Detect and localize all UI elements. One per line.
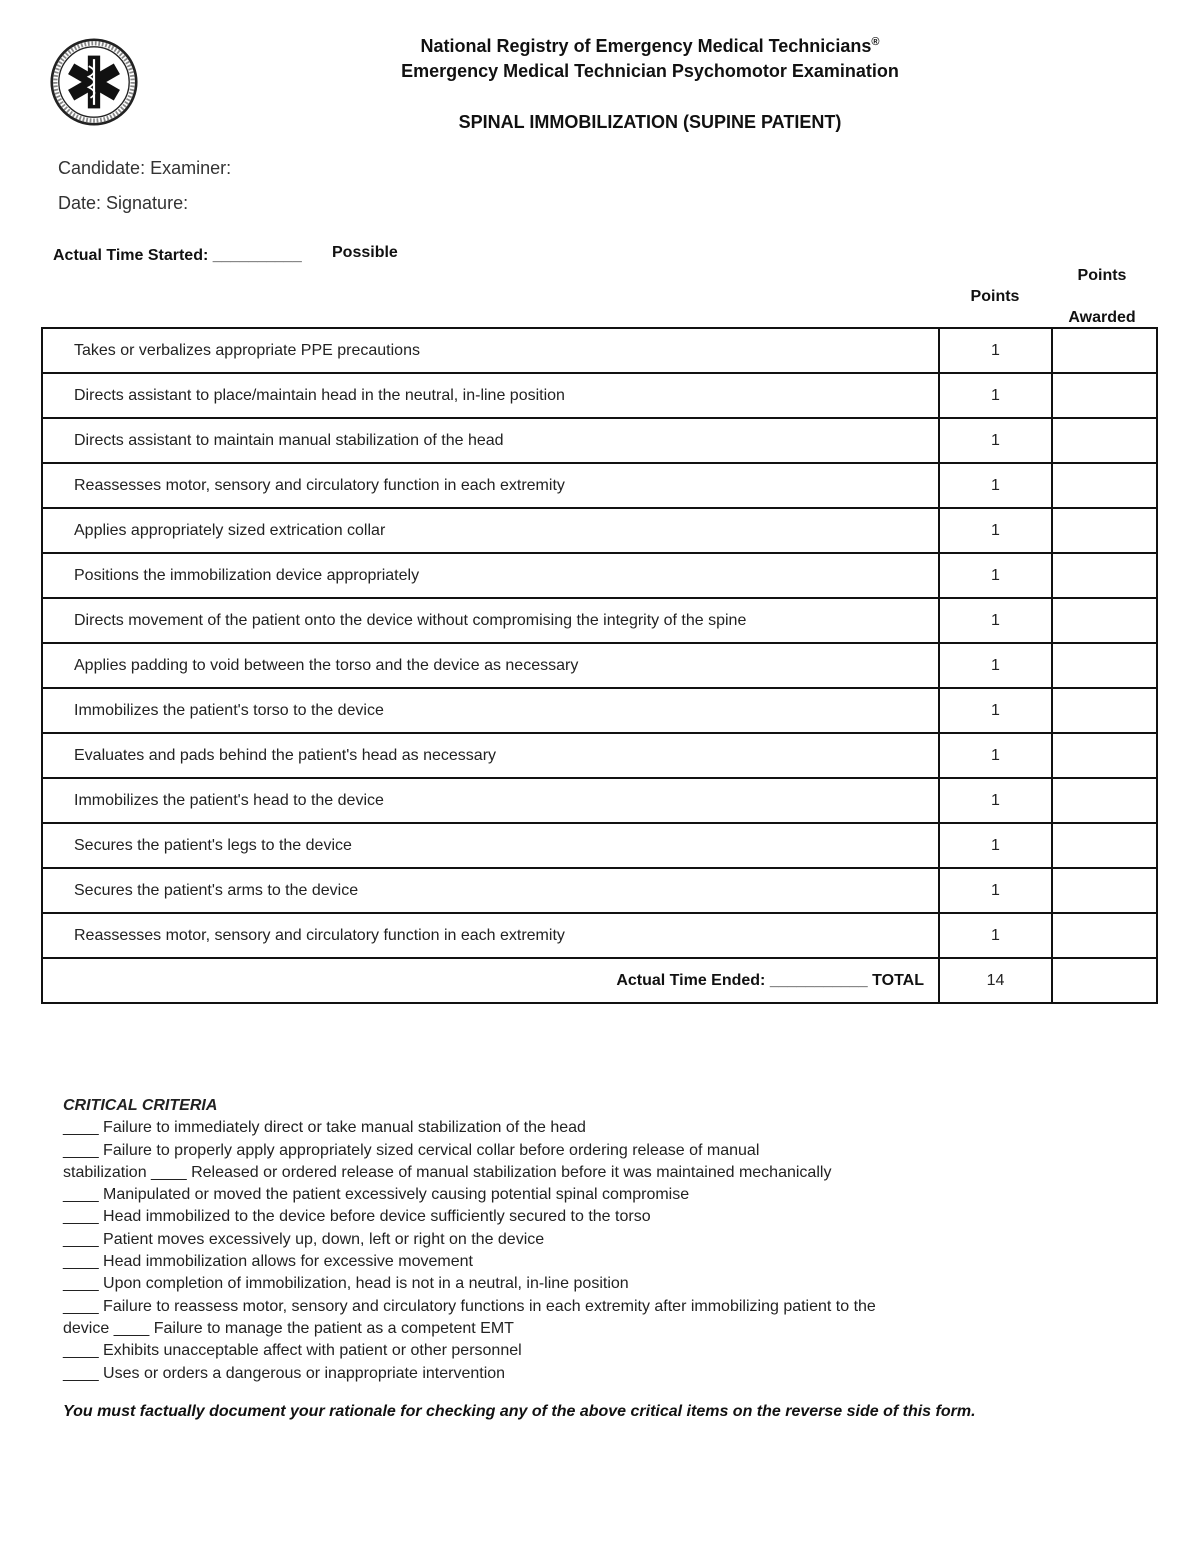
possible-points: 1 (939, 823, 1052, 868)
awarded-points-cell[interactable] (1052, 868, 1157, 913)
possible-points: 1 (939, 913, 1052, 958)
critical-item[interactable]: ____ Failure to reassess motor, sensory and circulatory functions in each extremity after immobilizing patient to the (63, 1297, 876, 1315)
possible-points: 1 (939, 328, 1052, 373)
awarded-points-cell[interactable] (1052, 373, 1157, 418)
step-text: Takes or verbalizes appropriate PPE precautions (42, 328, 939, 373)
table-row (42, 733, 1157, 778)
critical-item[interactable]: ____ Head immobilized to the device before device sufficiently secured to the torso (63, 1208, 651, 1226)
table-row (42, 373, 1157, 418)
critical-criteria-section (63, 1095, 1163, 1385)
critical-item[interactable]: ____ Failure to immediately direct or take manual stabilization of the head (63, 1119, 586, 1137)
step-text: Applies appropriately sized extrication collar (42, 508, 939, 553)
awarded-points-cell[interactable] (1052, 778, 1157, 823)
table-row (42, 688, 1157, 733)
awarded-points-cell[interactable] (1052, 418, 1157, 463)
step-text: Immobilizes the patient's head to the device (42, 778, 939, 823)
possible-points: 1 (939, 463, 1052, 508)
awarded-points-cell[interactable] (1052, 688, 1157, 733)
awarded-points-cell[interactable] (1052, 733, 1157, 778)
points-awarded-header-line2: Awarded (1068, 309, 1136, 326)
time-started-field[interactable]: Actual Time Started: __________ (53, 247, 302, 264)
skill-steps-table (41, 327, 1158, 1004)
total-awarded-cell[interactable] (1052, 958, 1157, 1003)
table-row (42, 598, 1157, 643)
awarded-points-cell[interactable] (1052, 463, 1157, 508)
total-possible-points: 14 (939, 958, 1052, 1003)
step-text: Directs assistant to place/maintain head in the neutral, in-line position (42, 373, 939, 418)
table-row (42, 463, 1157, 508)
registry-title: National Registry of Emergency Medical Technicians® (420, 36, 880, 56)
table-row (42, 823, 1157, 868)
table-row (42, 418, 1157, 463)
step-text: Immobilizes the patient's torso to the device (42, 688, 939, 733)
critical-item[interactable]: ____ Failure to properly apply appropriately sized cervical collar before ordering release of manual (63, 1141, 760, 1159)
critical-criteria-title: CRITICAL CRITERIA (63, 1097, 218, 1114)
exam-title: Emergency Medical Technician Psychomotor Examination (401, 61, 899, 81)
critical-item[interactable]: ____ Upon completion of immobilization, head is not in a neutral, in-line position (63, 1275, 629, 1293)
total-row (42, 958, 1157, 1003)
possible-points: 1 (939, 733, 1052, 778)
possible-points: 1 (939, 373, 1052, 418)
possible-label: Possible (332, 244, 398, 261)
possible-points: 1 (939, 778, 1052, 823)
points-awarded-header-line1: Points (1077, 267, 1127, 284)
skill-title: SPINAL IMMOBILIZATION (SUPINE PATIENT) (458, 112, 842, 132)
step-text: Reassesses motor, sensory and circulatory function in each extremity (42, 463, 939, 508)
critical-item[interactable]: stabilization ____ Released or ordered release of manual stabilization before it was maintained mechanically (63, 1163, 832, 1181)
candidate-examiner-field[interactable]: Candidate: Examiner: (58, 158, 232, 178)
date-signature-field[interactable]: Date: Signature: (58, 193, 189, 213)
possible-points: 1 (939, 553, 1052, 598)
step-text: Evaluates and pads behind the patient's head as necessary (42, 733, 939, 778)
critical-item[interactable]: device ____ Failure to manage the patient as a competent EMT (63, 1319, 514, 1337)
step-text: Secures the patient's legs to the device (42, 823, 939, 868)
possible-points: 1 (939, 508, 1052, 553)
critical-item[interactable]: ____ Patient moves excessively up, down, left or right on the device (63, 1230, 545, 1248)
table-row (42, 508, 1157, 553)
possible-points: 1 (939, 418, 1052, 463)
step-text: Secures the patient's arms to the device (42, 868, 939, 913)
critical-item[interactable]: ____ Manipulated or moved the patient excessively causing potential spinal compromise (63, 1186, 690, 1204)
table-row (42, 553, 1157, 598)
critical-item[interactable]: ____ Exhibits unacceptable affect with patient or other personnel (63, 1342, 522, 1360)
step-text: Applies padding to void between the torso and the device as necessary (42, 643, 939, 688)
table-row (42, 913, 1157, 958)
awarded-points-cell[interactable] (1052, 643, 1157, 688)
step-text: Positions the immobilization device appropriately (42, 553, 939, 598)
points-column-header: Points (970, 288, 1020, 305)
registered-mark: ® (871, 36, 880, 48)
awarded-points-cell[interactable] (1052, 508, 1157, 553)
documentation-note: You must factually document your rationale for checking any of the above critical items on the reverse side of this form. (63, 1403, 976, 1420)
step-text: Reassesses motor, sensory and circulatory function in each extremity (42, 913, 939, 958)
awarded-points-cell[interactable] (1052, 823, 1157, 868)
possible-points: 1 (939, 643, 1052, 688)
step-text: Directs movement of the patient onto the device without compromising the integrity of the spine (42, 598, 939, 643)
step-text: Directs assistant to maintain manual stabilization of the head (42, 418, 939, 463)
table-row (42, 868, 1157, 913)
awarded-points-cell[interactable] (1052, 328, 1157, 373)
possible-points: 1 (939, 598, 1052, 643)
possible-points: 1 (939, 868, 1052, 913)
possible-points: 1 (939, 688, 1052, 733)
table-row (42, 778, 1157, 823)
critical-item[interactable]: ____ Head immobilization allows for excessive movement (63, 1253, 473, 1271)
critical-item[interactable]: ____ Uses or orders a dangerous or inappropriate intervention (63, 1364, 506, 1382)
table-row (42, 328, 1157, 373)
awarded-points-cell[interactable] (1052, 598, 1157, 643)
time-ended-total-label[interactable]: Actual Time Ended: ___________ TOTAL (42, 958, 939, 1003)
awarded-points-cell[interactable] (1052, 913, 1157, 958)
table-row (42, 643, 1157, 688)
awarded-points-cell[interactable] (1052, 553, 1157, 598)
